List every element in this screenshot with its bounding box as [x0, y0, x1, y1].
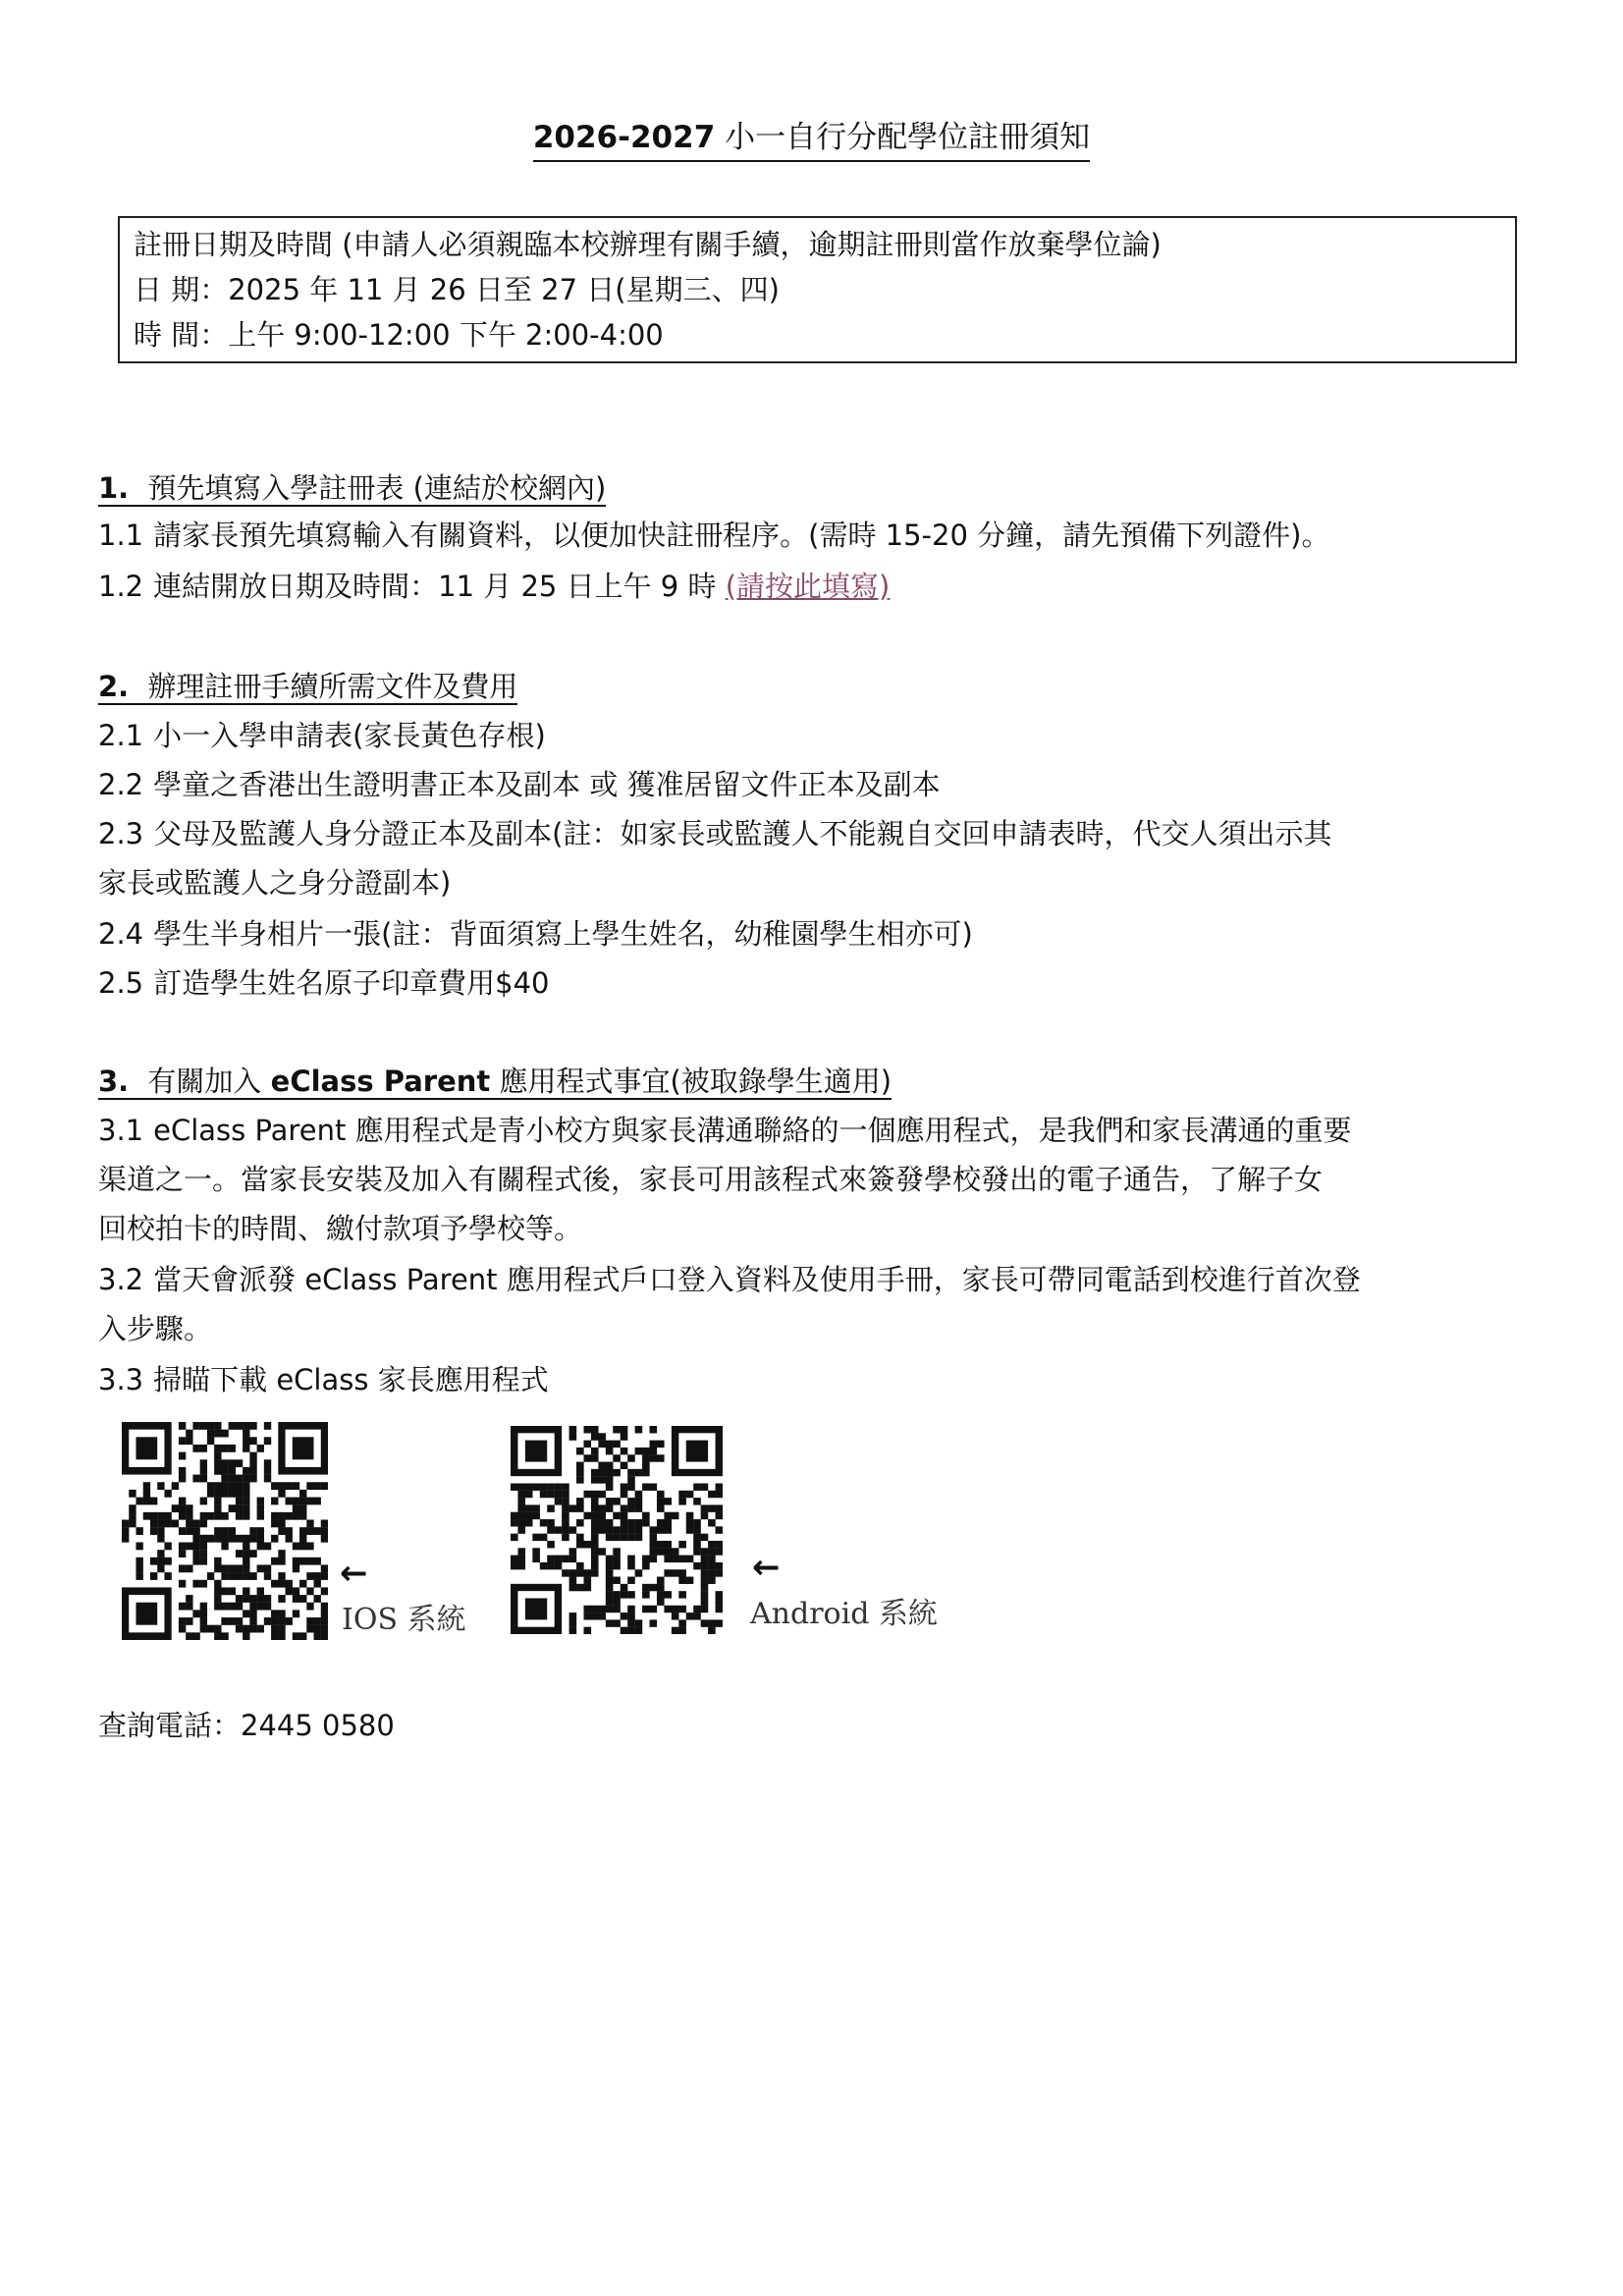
title-text: 小一自行分配學位註冊須知 — [725, 120, 1091, 155]
registration-info-box — [118, 216, 1517, 363]
section1-heading: 1. 預先填寫入學註冊表 (連結於校網內) — [98, 471, 607, 505]
android-arrow-icon: ← — [752, 1548, 781, 1587]
item-2-3-cont: 家長或監護人之身分證副本) — [98, 866, 452, 900]
ios-label: IOS 系統 — [342, 1603, 466, 1637]
enquiry-phone: 查詢電話：2445 0580 — [98, 1709, 395, 1742]
info-date: 日 期：2025 年 11 月 26 日至 27 日(星期三、四) — [134, 273, 780, 306]
item-1-1: 1.1 請家長預先填寫輸入有關資料，以便加快註冊程序。(需時 15-20 分鐘，請先預備下列證件)。 — [98, 519, 1330, 552]
ios-arrow-icon: ← — [340, 1554, 368, 1593]
item-2-3: 2.3 父母及監護人身分證正本及副本(註：如家長或監護人不能親自交回申請表時，代交人須出示其 — [98, 817, 1332, 850]
title-year: 2026-2027 — [532, 120, 716, 155]
item-2-1: 2.1 小一入學申請表(家長黃色存根) — [98, 719, 546, 752]
item-2-2: 2.2 學童之香港出生證明書正本及副本 或 獲准居留文件正本及副本 — [98, 768, 941, 801]
android-qr-code[interactable] — [511, 1426, 723, 1634]
item-3-1-line2: 渠道之一。當家長安裝及加入有關程式後，家長可用該程式來簽發學校發出的電子通告，了解子女 — [98, 1163, 1324, 1196]
item-3-3: 3.3 掃瞄下載 eClass 家長應用程式 — [98, 1363, 549, 1396]
registration-form-link[interactable]: (請按此填寫) — [725, 570, 891, 603]
android-label: Android 系統 — [750, 1597, 938, 1631]
page-title — [0, 116, 1623, 162]
ios-qr-image — [122, 1422, 328, 1640]
item-3-2: 3.2 當天會派發 eClass Parent 應用程式戶口登入資料及使用手冊，家長可帶同電話到校進行首次登 — [98, 1263, 1361, 1296]
item-2-4: 2.4 學生半身相片一張(註：背面須寫上學生姓名，幼稚園學生相亦可) — [98, 917, 973, 951]
android-qr-image — [511, 1426, 723, 1634]
item-3-1: 3.1 eClass Parent 應用程式是青小校方與家長溝通聯絡的一個應用程式，是我們和家長溝通的重要 — [98, 1114, 1352, 1147]
section3-heading: 3. 有關加入 eClass Parent 應用程式事宜(被取錄學生適用) — [98, 1065, 893, 1098]
ios-qr-code[interactable] — [122, 1422, 328, 1640]
item-3-1-line3: 回校拍卡的時間、繳付款項予學校等。 — [98, 1212, 583, 1245]
info-heading: 註冊日期及時間 (申請人必須親臨本校辦理有關手續，逾期註冊則當作放棄學位論) — [134, 228, 1162, 261]
section2-heading: 2. 辦理註冊手續所需文件及費用 — [98, 670, 518, 703]
item-1-2: 1.2 連結開放日期及時間：11 月 25 日上午 9 時 (請按此填寫) — [98, 570, 891, 603]
item-3-2-line2: 入步驟。 — [98, 1312, 213, 1345]
info-time: 時 間：上午 9:00-12:00 下午 2:00-4:00 — [134, 318, 664, 352]
item-2-5: 2.5 訂造學生姓名原子印章費用$40 — [98, 966, 550, 1000]
